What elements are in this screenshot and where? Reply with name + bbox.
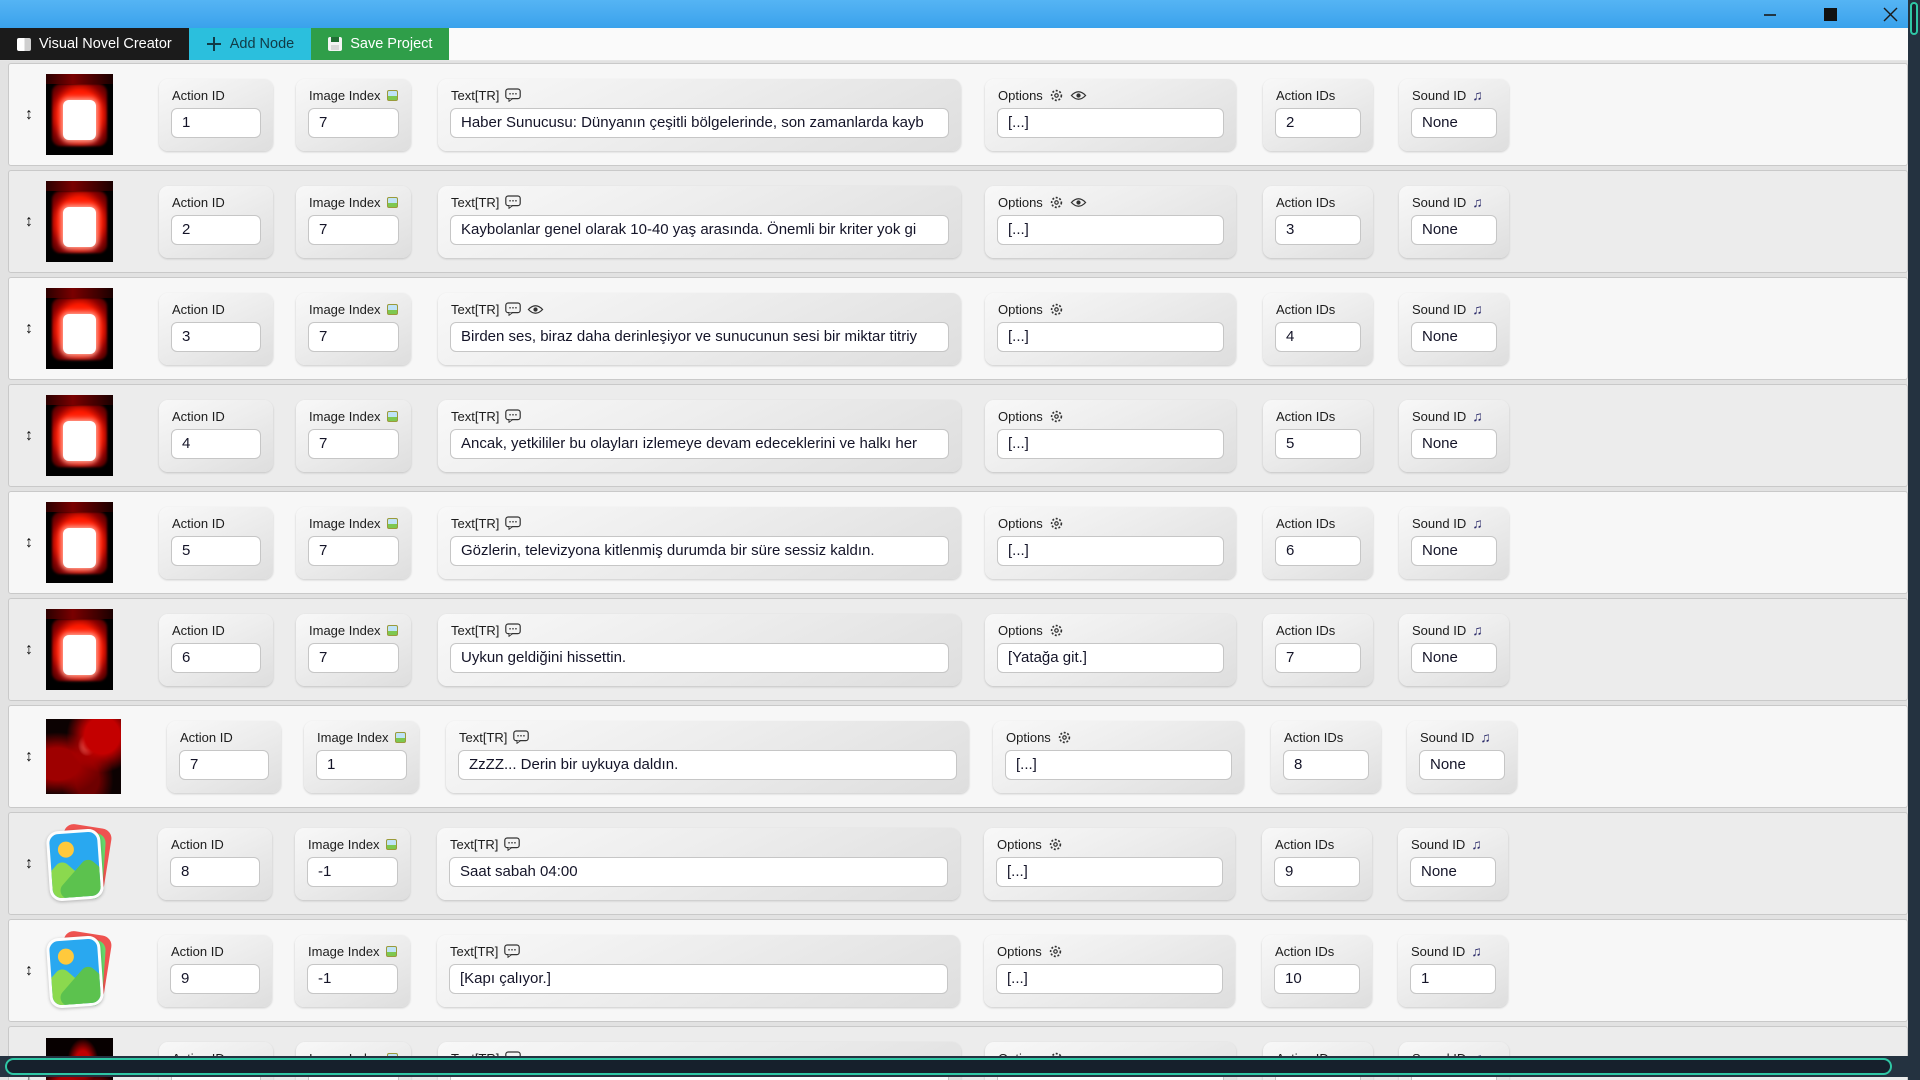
text-tr-group (438, 400, 961, 472)
image-icon (387, 625, 398, 636)
node-row (8, 170, 1908, 273)
options-input[interactable] (997, 536, 1224, 566)
action-ids-label: Action IDs (1276, 515, 1336, 531)
action-id-input[interactable] (171, 108, 261, 138)
thumbnail-art (63, 100, 96, 140)
text-tr-group (438, 293, 961, 365)
options-group (985, 614, 1236, 686)
image-index-label: Image Index (296, 186, 411, 213)
options-input[interactable] (1005, 750, 1232, 780)
music-notes-icon: ♫ (1471, 836, 1482, 852)
text-tr-group (438, 186, 961, 258)
image-index-group (296, 186, 411, 258)
gear-icon (1049, 195, 1064, 210)
music-notes-icon: ♫ (1472, 194, 1483, 210)
options-input[interactable] (996, 964, 1223, 994)
options-group (985, 186, 1236, 258)
text-tr-label: Text[TR] (438, 400, 961, 427)
sound-id-group (1399, 614, 1509, 686)
options-input[interactable] (997, 215, 1224, 245)
action-id-input[interactable] (170, 857, 260, 887)
image-index-group (296, 614, 411, 686)
node-row (8, 598, 1908, 701)
sound-id-label: Sound ID ♫ (1411, 943, 1482, 959)
maximize-button[interactable] (1800, 0, 1860, 28)
action-id-group (159, 79, 273, 151)
node-thumbnail[interactable] (46, 824, 112, 904)
music-notes-icon: ♫ (1480, 729, 1491, 745)
sound-id-group (1398, 828, 1508, 900)
sound-id-group (1398, 935, 1508, 1007)
image-index-label: Image Index (296, 400, 411, 427)
action-ids-group (1263, 400, 1373, 472)
sound-id-label: Sound ID ♫ (1412, 301, 1483, 317)
gear-icon (1049, 88, 1064, 103)
action-ids-label: Action IDs (1276, 87, 1336, 103)
sound-id-group (1399, 293, 1509, 365)
sound-id-input[interactable] (1411, 429, 1497, 459)
action-id-group (158, 828, 272, 900)
text-tr-input[interactable] (450, 108, 949, 138)
action-id-label: Action ID (172, 408, 225, 424)
thumbnail-art (46, 181, 113, 191)
close-icon (1883, 7, 1898, 22)
sound-id-group (1399, 79, 1509, 151)
minimize-icon (1763, 7, 1777, 21)
speech-bubble-icon (505, 302, 521, 316)
image-index-label: Image Index (296, 614, 411, 641)
options-label: Options (984, 828, 1235, 855)
node-row (8, 63, 1908, 166)
node-thumbnail[interactable] (46, 181, 113, 262)
image-icon (387, 518, 398, 529)
text-tr-label: Text[TR] (437, 935, 960, 962)
action-id-group (167, 721, 281, 793)
action-ids-label: Action IDs (1276, 194, 1336, 210)
sound-id-input[interactable] (1410, 857, 1496, 887)
node-row (8, 277, 1908, 380)
speech-bubble-icon (505, 195, 521, 209)
gear-icon (1048, 837, 1063, 852)
thumbnail-art (63, 528, 96, 568)
drag-handle-icon[interactable]: ↕ (25, 212, 33, 230)
action-id-group (158, 935, 272, 1007)
action-ids-input[interactable] (1274, 964, 1360, 994)
sound-id-input[interactable] (1411, 215, 1497, 245)
image-icon (395, 732, 406, 743)
options-input[interactable] (997, 322, 1224, 352)
action-id-input[interactable] (171, 536, 261, 566)
options-group (984, 935, 1235, 1007)
text-tr-input[interactable] (450, 536, 949, 566)
options-group (985, 79, 1236, 151)
sound-id-label: Sound ID ♫ (1412, 194, 1483, 210)
action-id-label: Action ID (171, 836, 224, 852)
text-tr-input[interactable] (449, 857, 948, 887)
image-index-input[interactable] (308, 643, 399, 673)
music-notes-icon: ♫ (1472, 515, 1483, 531)
music-notes-icon: ♫ (1472, 622, 1483, 638)
image-index-group (304, 721, 419, 793)
action-ids-label: Action IDs (1275, 836, 1335, 852)
text-tr-input[interactable] (450, 643, 949, 673)
action-ids-label: Action IDs (1276, 408, 1336, 424)
action-ids-input[interactable] (1283, 750, 1369, 780)
text-tr-label: Text[TR] (438, 614, 961, 641)
action-id-label: Action ID (172, 622, 225, 638)
save-icon (328, 37, 342, 51)
image-index-group (296, 293, 411, 365)
image-icon (387, 90, 398, 101)
text-tr-label: Text[TR] (438, 507, 961, 534)
options-group (985, 400, 1236, 472)
speech-bubble-icon (505, 409, 521, 423)
text-tr-group (438, 507, 961, 579)
action-id-input[interactable] (171, 643, 261, 673)
action-id-input[interactable] (171, 429, 261, 459)
vertical-scrollbar[interactable] (1908, 0, 1920, 1080)
node-thumbnail[interactable] (46, 609, 113, 690)
vertical-scrollbar-thumb[interactable] (1910, 2, 1918, 35)
sound-id-input[interactable] (1419, 750, 1505, 780)
action-id-input[interactable] (179, 750, 269, 780)
thumbnail-art (63, 314, 96, 354)
image-index-input[interactable] (308, 108, 399, 138)
text-tr-label: Text[TR] (438, 186, 961, 213)
options-input[interactable] (997, 429, 1224, 459)
action-ids-input[interactable] (1274, 857, 1360, 887)
image-index-group (296, 79, 411, 151)
save-project-button[interactable] (311, 28, 449, 60)
options-label: Options (985, 614, 1236, 641)
image-index-input[interactable] (308, 322, 399, 352)
node-thumbnail[interactable] (46, 288, 113, 369)
text-tr-label: Text[TR] (438, 79, 961, 106)
action-ids-group (1262, 828, 1372, 900)
action-ids-group (1271, 721, 1381, 793)
action-ids-label: Action IDs (1276, 622, 1336, 638)
drag-handle-icon[interactable]: ↕ (25, 426, 33, 444)
eye-icon (527, 303, 544, 316)
drag-handle-icon[interactable]: ↕ (25, 640, 33, 658)
sound-id-input[interactable] (1411, 108, 1497, 138)
action-id-input[interactable] (171, 322, 261, 352)
music-notes-icon: ♫ (1472, 301, 1483, 317)
action-id-label: Action ID (180, 729, 233, 745)
gear-icon (1049, 302, 1064, 317)
text-tr-group (438, 614, 961, 686)
sound-id-label: Sound ID ♫ (1412, 515, 1483, 531)
image-index-input[interactable] (307, 857, 398, 887)
action-ids-group (1263, 614, 1373, 686)
speech-bubble-icon (505, 88, 521, 102)
image-index-label: Image Index (296, 293, 411, 320)
minimize-button[interactable] (1740, 0, 1800, 28)
options-label: Options (984, 935, 1235, 962)
add-node-label: Add Node (229, 36, 295, 52)
speech-bubble-icon (505, 623, 521, 637)
action-id-label: Action ID (172, 301, 225, 317)
image-index-label: Image Index (295, 935, 410, 962)
action-ids-input[interactable] (1275, 536, 1361, 566)
image-index-input[interactable] (308, 536, 399, 566)
action-ids-label: Action IDs (1284, 729, 1344, 745)
thumbnail-art (46, 74, 113, 84)
action-id-label: Action ID (172, 194, 225, 210)
image-index-label: Image Index (296, 79, 411, 106)
sound-id-label: Sound ID ♫ (1412, 87, 1483, 103)
sound-id-input[interactable] (1411, 536, 1497, 566)
action-id-group (159, 400, 273, 472)
node-row (8, 384, 1908, 487)
gear-icon (1057, 730, 1072, 745)
thumbnail-art (63, 207, 96, 247)
options-input[interactable] (996, 857, 1223, 887)
thumbnail-art (46, 395, 113, 405)
sound-id-input[interactable] (1411, 643, 1497, 673)
drag-handle-icon[interactable]: ↕ (25, 854, 33, 872)
options-group (984, 828, 1235, 900)
drag-handle-icon[interactable]: ↕ (25, 747, 33, 765)
action-id-group (159, 293, 273, 365)
text-tr-label: Text[TR] (446, 721, 969, 748)
action-ids-input[interactable] (1275, 429, 1361, 459)
options-label: Options (993, 721, 1244, 748)
options-label: Options (985, 293, 1236, 320)
action-id-label: Action ID (172, 87, 225, 103)
action-id-label: Action ID (171, 943, 224, 959)
thumbnail-art (46, 502, 113, 512)
thumbnail-art (46, 935, 105, 1009)
options-label: Options (985, 507, 1236, 534)
action-id-label: Action ID (172, 515, 225, 531)
action-id-group (159, 507, 273, 579)
text-tr-input[interactable] (458, 750, 957, 780)
image-index-input[interactable] (308, 215, 399, 245)
speech-bubble-icon (513, 730, 529, 744)
sound-id-label: Sound ID ♫ (1420, 729, 1491, 745)
text-tr-group (438, 79, 961, 151)
window-titlebar (0, 0, 1920, 28)
plus-icon (206, 36, 222, 52)
thumbnail-art (63, 421, 96, 461)
text-tr-label: Text[TR] (437, 828, 960, 855)
music-notes-icon: ♫ (1472, 408, 1483, 424)
music-notes-icon: ♫ (1472, 87, 1483, 103)
sound-id-input[interactable] (1411, 322, 1497, 352)
image-icon (386, 946, 397, 957)
sound-id-label: Sound ID ♫ (1412, 622, 1483, 638)
action-ids-input[interactable] (1275, 108, 1361, 138)
node-thumbnail[interactable] (46, 931, 112, 1011)
sound-id-input[interactable] (1410, 964, 1496, 994)
horizontal-scrollbar-thumb[interactable] (5, 1058, 1892, 1075)
image-index-group (296, 507, 411, 579)
action-id-group (159, 614, 273, 686)
action-ids-label: Action IDs (1275, 943, 1335, 959)
horizontal-scrollbar[interactable] (0, 1056, 1908, 1077)
toolbar (0, 28, 1920, 61)
action-ids-group (1262, 935, 1372, 1007)
node-thumbnail[interactable] (46, 719, 121, 794)
thumbnail-art (46, 609, 113, 619)
node-row (8, 491, 1908, 594)
gear-icon (1048, 944, 1063, 959)
image-index-group (295, 828, 410, 900)
sound-id-label: Sound ID ♫ (1412, 408, 1483, 424)
action-ids-group (1263, 293, 1373, 365)
options-group (985, 293, 1236, 365)
action-ids-input[interactable] (1275, 643, 1361, 673)
sound-id-group (1399, 186, 1509, 258)
node-thumbnail[interactable] (46, 74, 113, 155)
node-row (8, 812, 1908, 915)
drag-handle-icon[interactable]: ↕ (25, 319, 33, 337)
eye-icon (1070, 89, 1087, 102)
options-input[interactable] (997, 108, 1224, 138)
speech-bubble-icon (504, 944, 520, 958)
thumbnail-art (46, 828, 105, 902)
image-index-label: Image Index (304, 721, 419, 748)
sound-id-label: Sound ID ♫ (1411, 836, 1482, 852)
speech-bubble-icon (504, 837, 520, 851)
text-tr-group (437, 828, 960, 900)
image-index-input[interactable] (308, 429, 399, 459)
action-ids-group (1263, 507, 1373, 579)
text-tr-input[interactable] (450, 215, 949, 245)
action-ids-label: Action IDs (1276, 301, 1336, 317)
image-icon (386, 839, 397, 850)
options-group (985, 507, 1236, 579)
image-index-label: Image Index (295, 828, 410, 855)
save-project-label: Save Project (350, 36, 433, 52)
drag-handle-icon[interactable]: ↕ (25, 533, 33, 551)
node-row (8, 705, 1908, 808)
action-ids-input[interactable] (1275, 215, 1361, 245)
sound-id-group (1399, 507, 1509, 579)
gear-icon (1049, 409, 1064, 424)
action-id-input[interactable] (170, 964, 260, 994)
image-index-label: Image Index (296, 507, 411, 534)
gear-icon (1049, 623, 1064, 638)
options-input[interactable] (997, 643, 1224, 673)
options-group (993, 721, 1244, 793)
action-id-group (159, 186, 273, 258)
image-index-input[interactable] (316, 750, 407, 780)
image-index-group (296, 400, 411, 472)
drag-handle-icon[interactable]: ↕ (25, 105, 33, 123)
thumbnail-art (46, 288, 113, 298)
text-tr-group (446, 721, 969, 793)
options-label: Options (985, 79, 1236, 106)
image-icon (387, 197, 398, 208)
text-tr-input[interactable] (450, 429, 949, 459)
action-id-input[interactable] (171, 215, 261, 245)
options-label: Options (985, 400, 1236, 427)
node-thumbnail[interactable] (46, 502, 113, 583)
music-notes-icon: ♫ (1471, 943, 1482, 959)
node-row (8, 919, 1908, 1022)
gear-icon (1049, 516, 1064, 531)
action-ids-group (1263, 186, 1373, 258)
action-ids-group (1263, 79, 1373, 151)
app-title: Visual Novel Creator (39, 36, 172, 52)
action-ids-input[interactable] (1275, 322, 1361, 352)
text-tr-group (437, 935, 960, 1007)
image-icon (387, 411, 398, 422)
sound-id-group (1407, 721, 1517, 793)
text-tr-input[interactable] (449, 964, 948, 994)
node-thumbnail[interactable] (46, 395, 113, 476)
drag-handle-icon[interactable]: ↕ (25, 961, 33, 979)
sound-id-group (1399, 400, 1509, 472)
text-tr-input[interactable] (450, 322, 949, 352)
eye-icon (1070, 196, 1087, 209)
speech-bubble-icon (505, 516, 521, 530)
text-tr-label: Text[TR] (438, 293, 961, 320)
node-list (0, 61, 1908, 1080)
tab-visual-novel-creator[interactable] (0, 28, 189, 60)
options-label: Options (985, 186, 1236, 213)
image-index-input[interactable] (307, 964, 398, 994)
maximize-icon (1823, 7, 1838, 22)
thumbnail-art (63, 635, 96, 675)
add-node-button[interactable] (189, 28, 312, 60)
app-icon (17, 38, 31, 51)
image-icon (387, 304, 398, 315)
image-index-group (295, 935, 410, 1007)
